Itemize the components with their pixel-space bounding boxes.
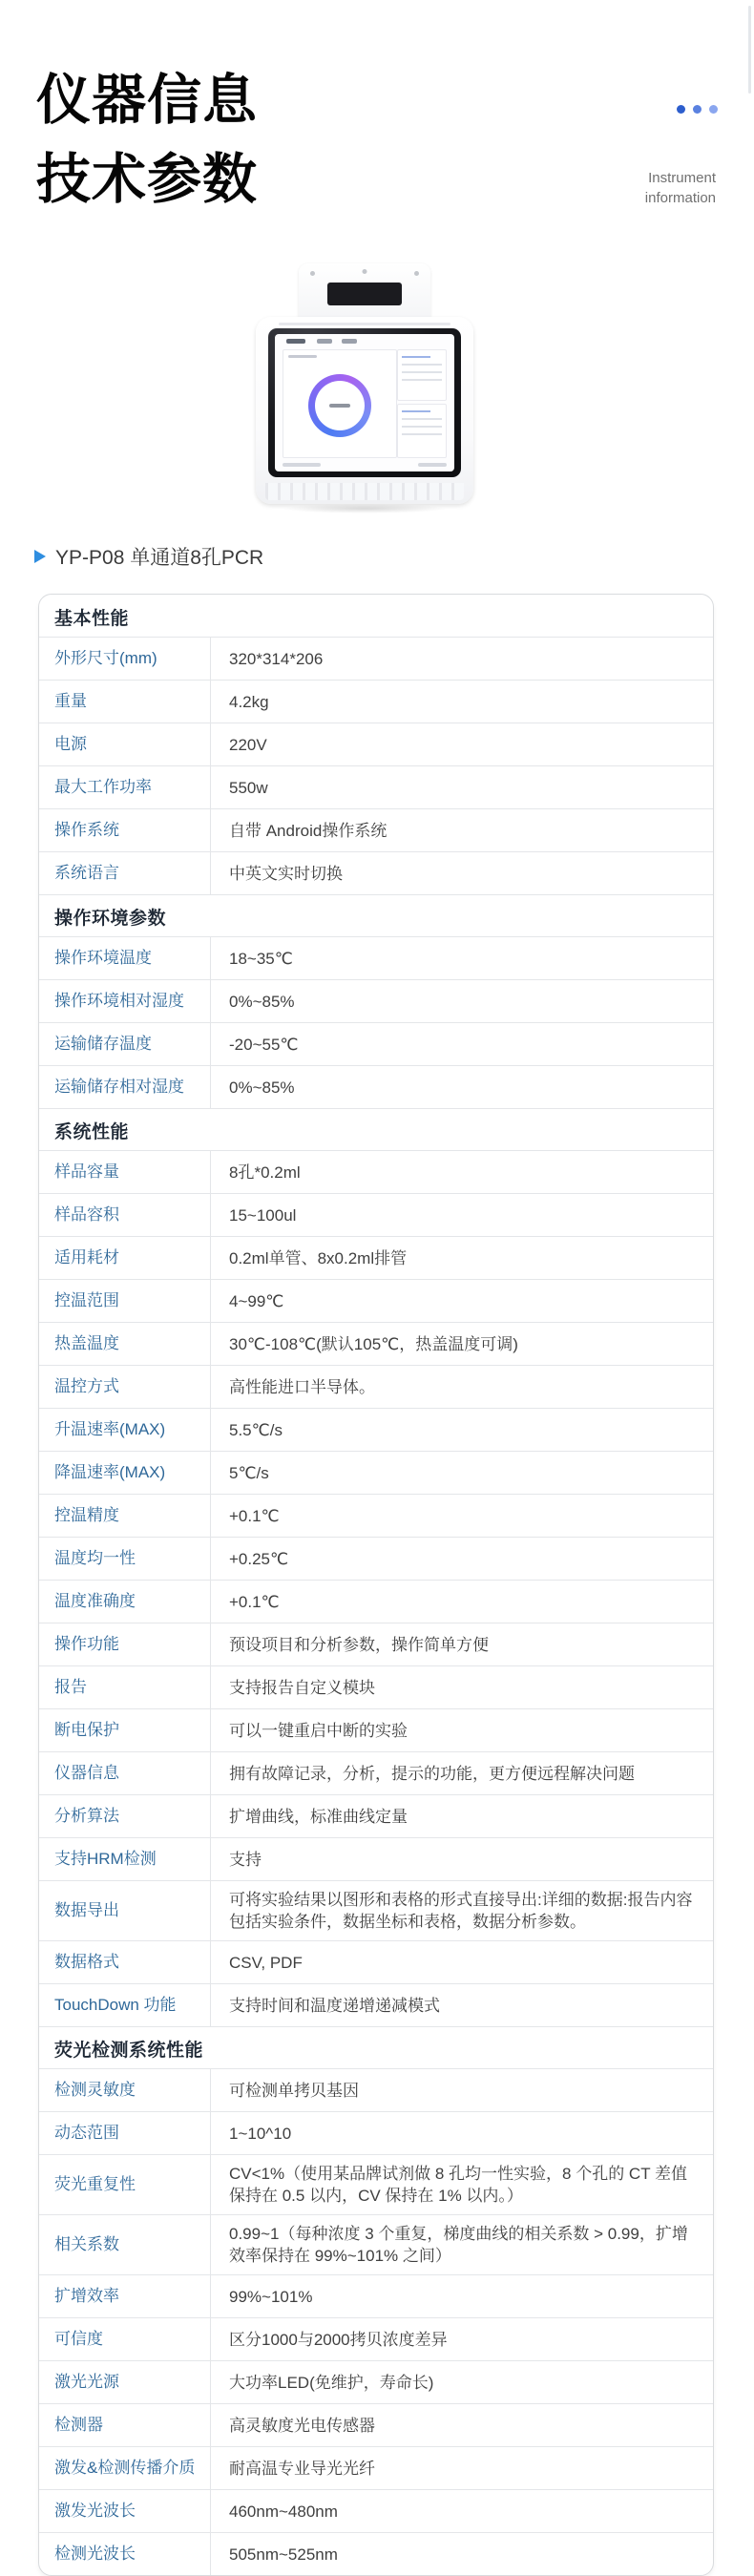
spec-label: 热盖温度	[39, 1323, 211, 1365]
spec-value: -20~55℃	[229, 1035, 299, 1054]
spec-label: 最大工作功率	[39, 766, 211, 808]
spec-value: 0%~85%	[229, 1078, 295, 1097]
spec-row	[39, 637, 713, 680]
spec-value: 220V	[229, 735, 267, 754]
spec-row	[39, 1236, 713, 1279]
device-body	[256, 317, 473, 504]
spec-label: 相关系数	[39, 2215, 211, 2274]
spec-row	[39, 2317, 713, 2360]
spec-label: 操作环境相对湿度	[39, 980, 211, 1022]
spec-row	[39, 1022, 713, 1065]
device-screen-bezel	[268, 328, 461, 477]
spec-row	[39, 1665, 713, 1708]
spec-value: 区分1000与2000拷贝浓度差异	[229, 2330, 448, 2349]
spec-value: 支持	[229, 1850, 262, 1869]
spec-row	[39, 1408, 713, 1451]
spec-value: 99%~101%	[229, 2287, 313, 2306]
menu-dots-icon	[677, 105, 718, 114]
device-deck-line	[279, 323, 450, 325]
spec-row	[39, 2274, 713, 2317]
spec-label: 报告	[39, 1666, 211, 1708]
spec-value: 18~35℃	[229, 949, 293, 968]
spec-label: 可信度	[39, 2318, 211, 2360]
spec-value: 耐高温专业导光光纤	[229, 2459, 375, 2478]
screen-tab	[317, 339, 332, 344]
dot-icon	[693, 105, 702, 114]
device-screen	[275, 334, 454, 471]
spec-row	[39, 2154, 713, 2214]
section-header: 系统性能	[39, 1108, 713, 1150]
spec-label: 数据格式	[39, 1941, 211, 1983]
spec-value: 460nm~480nm	[229, 2502, 338, 2521]
spec-value: +0.1℃	[229, 1506, 280, 1525]
spec-value: 高性能进口半导体。	[229, 1377, 375, 1396]
spec-label: 升温速率(MAX)	[39, 1409, 211, 1451]
spec-row	[39, 1494, 713, 1537]
product-name: YP-P08 单通道8孔PCR	[55, 547, 264, 569]
spec-row	[39, 1940, 713, 1983]
screen-tab	[342, 339, 357, 344]
screen-side-box	[397, 404, 447, 458]
spec-value: 高灵敏度光电传感器	[229, 2416, 375, 2435]
spec-label: 外形尺寸(mm)	[39, 638, 211, 680]
spec-label: 仪器信息	[39, 1752, 211, 1794]
spec-row	[39, 2214, 713, 2274]
spec-row	[39, 808, 713, 851]
spec-row	[39, 2068, 713, 2111]
spec-label: 控温范围	[39, 1280, 211, 1322]
device-vents	[265, 483, 464, 500]
spec-value: 中英文实时切换	[229, 864, 343, 883]
spec-label: 荧光重复性	[39, 2155, 211, 2214]
spec-label: 操作环境温度	[39, 937, 211, 979]
spec-value: 预设项目和分析参数，操作简单方便	[229, 1635, 489, 1654]
spec-value: 1~10^10	[229, 2124, 292, 2143]
spec-value: 4~99℃	[229, 1291, 284, 1310]
spec-row	[39, 979, 713, 1022]
spec-label: 控温精度	[39, 1495, 211, 1537]
spec-label: 数据导出	[39, 1881, 211, 1940]
spec-row	[39, 1880, 713, 1940]
spec-value: +0.1℃	[229, 1592, 280, 1611]
subtitle-english-line2: information	[644, 190, 716, 206]
spec-value: 505nm~525nm	[229, 2545, 338, 2564]
page-title-line2: 技术参数	[36, 149, 258, 210]
spec-label: 温控方式	[39, 1366, 211, 1408]
spec-value: 大功率LED(免维护，寿命长)	[229, 2373, 434, 2392]
spec-label: 检测器	[39, 2404, 211, 2446]
triangle-bullet-icon	[34, 550, 46, 563]
spec-row	[39, 2111, 713, 2154]
subtitle-english	[645, 168, 716, 208]
spec-row	[39, 1065, 713, 1108]
spec-row	[39, 1983, 713, 2026]
spec-row	[39, 1193, 713, 1236]
spec-value: 30℃-108℃(默认105℃，热盖温度可调)	[229, 1334, 518, 1353]
spec-label: 分析算法	[39, 1795, 211, 1837]
page-title-line1: 仪器信息	[36, 70, 258, 131]
spec-value: 15~100ul	[229, 1205, 297, 1225]
spec-label: 操作功能	[39, 1623, 211, 1665]
spec-label: 系统语言	[39, 852, 211, 894]
spec-value: 0%~85%	[229, 992, 295, 1011]
spec-value: 5℃/s	[229, 1463, 269, 1482]
spec-label: 检测光波长	[39, 2533, 211, 2575]
subtitle-english-line1: Instrument	[648, 170, 716, 186]
spec-label: 激发&检测传播介质	[39, 2447, 211, 2489]
spec-label: 激发光波长	[39, 2490, 211, 2532]
spec-label: 适用耗材	[39, 1237, 211, 1279]
dot-icon	[677, 105, 685, 114]
page-title	[36, 61, 258, 220]
device-lid-display	[327, 283, 402, 305]
spec-row	[39, 723, 713, 765]
product-title-row	[34, 542, 263, 571]
spec-value: 扩增曲线，标准曲线定量	[229, 1807, 408, 1826]
spec-row	[39, 1623, 713, 1665]
spec-label: 温度均一性	[39, 1538, 211, 1580]
spec-label: 扩增效率	[39, 2275, 211, 2317]
dot-icon	[709, 105, 718, 114]
spec-row	[39, 1365, 713, 1408]
spec-label: 样品容积	[39, 1194, 211, 1236]
spec-row	[39, 1451, 713, 1494]
spec-value: 可检测单拷贝基因	[229, 2081, 359, 2100]
spec-label: 支持HRM检测	[39, 1838, 211, 1880]
spec-row	[39, 1794, 713, 1837]
spec-value: 自带 Android操作系统	[229, 821, 387, 840]
spec-label: 检测灵敏度	[39, 2069, 211, 2111]
spec-row	[39, 2532, 713, 2575]
screen-status-bar	[418, 463, 447, 467]
section-header: 操作环境参数	[39, 894, 713, 936]
spec-value: 可将实验结果以图形和表格的形式直接导出:详细的数据:报告内容包括实验条件，数据坐标和表格，数据分析参数。	[229, 1891, 693, 1931]
spec-value: 4.2kg	[229, 692, 269, 711]
spec-value: 8孔*0.2ml	[229, 1162, 301, 1182]
spec-value: CV<1%（使用某品牌试剂做 8 孔均一性实验，8 个孔的 CT 差值保持在 0.5 以内，CV 保持在 1% 以内。）	[229, 2165, 687, 2205]
spec-row	[39, 936, 713, 979]
spec-label: 动态范围	[39, 2112, 211, 2154]
spec-value: CSV, PDF	[229, 1953, 303, 1972]
spec-label: 重量	[39, 681, 211, 723]
screw-icon	[414, 271, 419, 276]
ring-center-text	[329, 404, 350, 408]
spec-row	[39, 2446, 713, 2489]
spec-value: +0.25℃	[229, 1549, 289, 1568]
spec-label: 操作系统	[39, 809, 211, 851]
spec-row	[39, 1322, 713, 1365]
spec-row	[39, 1580, 713, 1623]
spec-row	[39, 2360, 713, 2403]
spec-label: 激光光源	[39, 2361, 211, 2403]
spec-label: 运输储存相对湿度	[39, 1066, 211, 1108]
section-header: 荧光检测系统性能	[39, 2026, 713, 2068]
spec-label: 电源	[39, 723, 211, 765]
spec-value: 5.5℃/s	[229, 1420, 283, 1439]
spec-row	[39, 1837, 713, 1880]
spec-row	[39, 2403, 713, 2446]
spec-row	[39, 680, 713, 723]
spec-label: 降温速率(MAX)	[39, 1452, 211, 1494]
spec-row	[39, 1279, 713, 1322]
spec-label: 温度准确度	[39, 1581, 211, 1623]
spec-row	[39, 1537, 713, 1580]
spec-row	[39, 2489, 713, 2532]
spec-value: 550w	[229, 778, 268, 797]
spec-label: TouchDown 功能	[39, 1984, 211, 2026]
spec-label: 断电保护	[39, 1709, 211, 1751]
screen-side-panels	[397, 349, 447, 458]
screen-side-box	[397, 349, 447, 401]
spec-table	[38, 594, 714, 2576]
section-header: 基本性能	[54, 608, 130, 629]
spec-row	[39, 1708, 713, 1751]
screen-tab	[286, 339, 305, 344]
screw-icon	[310, 271, 315, 276]
screen-status-bar	[283, 463, 321, 467]
spec-value: 0.2ml单管、8x0.2ml排管	[229, 1248, 408, 1267]
spec-row	[39, 1751, 713, 1794]
spec-value: 支持报告自定义模块	[229, 1678, 375, 1697]
spec-row	[39, 765, 713, 808]
scrollbar[interactable]	[748, 6, 751, 94]
spec-value: 320*314*206	[229, 649, 324, 668]
screw-icon	[363, 269, 367, 274]
spec-value: 0.99~1（每种浓度 3 个重复，梯度曲线的相关系数 > 0.99，扩增效率保持在 99%~101% 之间）	[229, 2225, 688, 2265]
spec-value: 支持时间和温度递增递减模式	[229, 1996, 440, 2015]
pcr-device-image	[256, 263, 473, 512]
spec-label: 运输储存温度	[39, 1023, 211, 1065]
spec-row	[39, 1150, 713, 1193]
screen-main-panel	[283, 349, 397, 458]
device-shadow	[248, 502, 481, 515]
spec-value: 可以一键重启中断的实验	[229, 1721, 408, 1740]
spec-row	[39, 851, 713, 894]
spec-value: 拥有故障记录，分析，提示的功能，更方便远程解决问题	[229, 1764, 635, 1783]
screen-breadcrumb	[288, 355, 317, 358]
spec-label: 样品容量	[39, 1151, 211, 1193]
